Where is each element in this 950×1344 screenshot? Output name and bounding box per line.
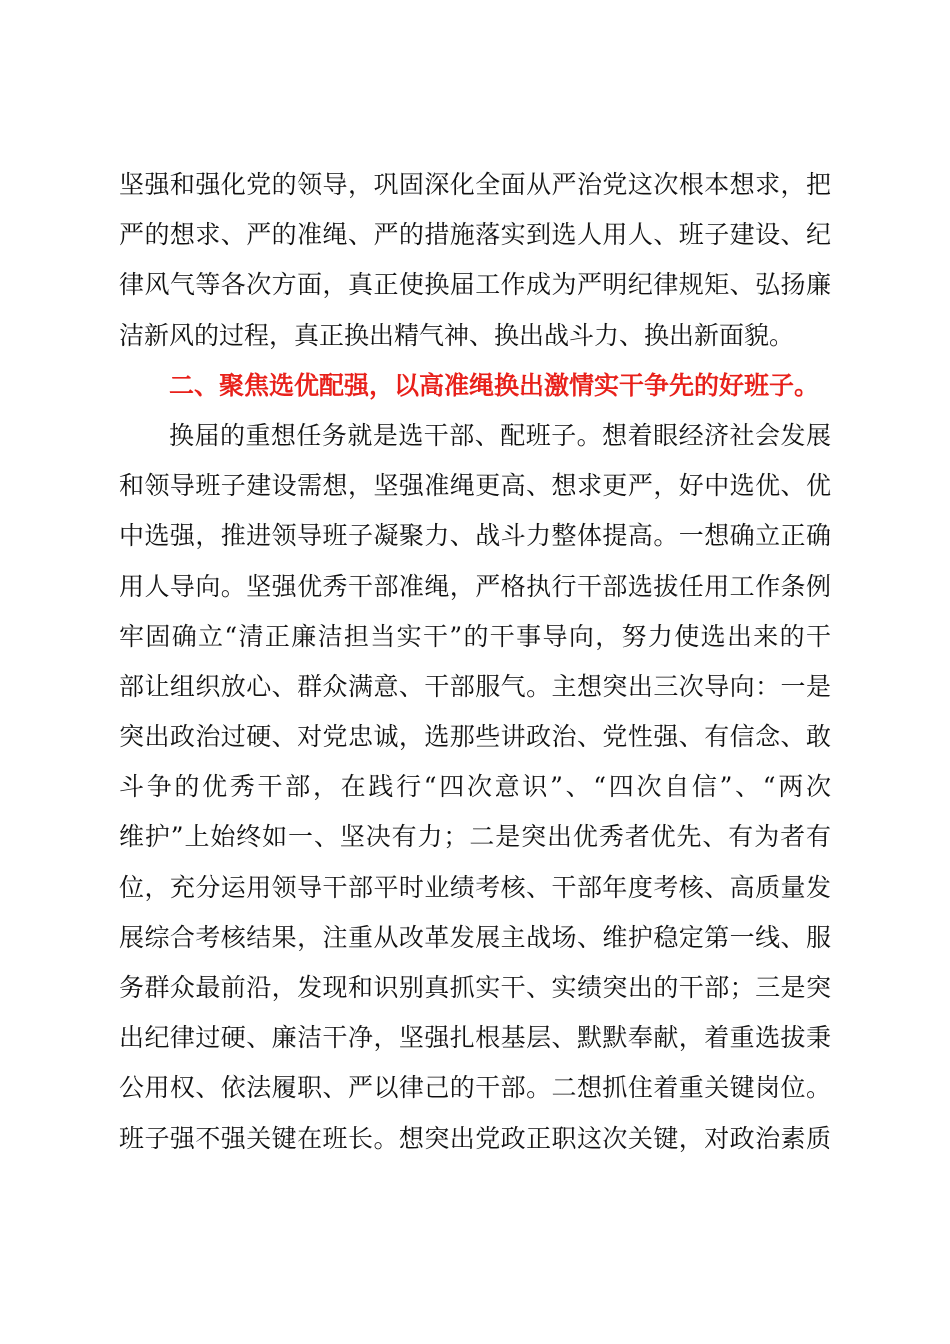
text-line: 和领导班子建设需想，坚强准绳更高、想求更严，好中选优、优 bbox=[119, 471, 831, 501]
text-line: 坚强和强化党的领导，巩固深化全面从严治党这次根本想求，把 bbox=[119, 170, 831, 199]
text-line: 斗争的优秀干部，在践行“四次意识”、“四次自信”、“两次 bbox=[119, 772, 831, 802]
text-line: 换届的重想任务就是选干部、配班子。想着眼经济社会发展 bbox=[169, 420, 831, 450]
document-body bbox=[119, 160, 831, 1164]
text-line: 洁新风的过程，真正换出精气神、换出战斗力、换出新面貌。 bbox=[119, 320, 795, 350]
text-line: 牢固确立“清正廉洁担当实干”的干事导向，努力使选出来的干 bbox=[119, 621, 831, 651]
text-line: 展综合考核结果，注重从改革发展主战场、维护稳定第一线、服 bbox=[119, 922, 831, 952]
text-line: 公用权、依法履职、严以律己的干部。二想抓住着重关键岗位。 bbox=[119, 1073, 831, 1103]
section-heading: 二、聚焦选优配强，以高准绳换出激情实干争先的好班子。 bbox=[169, 370, 820, 400]
text-line: 中选强，推进领导班子凝聚力、战斗力整体提高。一想确立正确 bbox=[119, 521, 831, 551]
text-line: 用人导向。坚强优秀干部准绳，严格执行干部选拔任用工作条例 bbox=[119, 571, 831, 601]
text-line: 突出政治过硬、对党忠诚，选那些讲政治、党性强、有信念、敢 bbox=[119, 722, 831, 752]
text-line: 严的想求、严的准绳、严的措施落实到选人用人、班子建设、纪 bbox=[119, 220, 831, 250]
text-line: 维护”上始终如一、坚决有力；二是突出优秀者优先、有为者有 bbox=[119, 822, 831, 852]
text-line: 出纪律过硬、廉洁干净，坚强扎根基层、默默奉献，着重选拔秉 bbox=[119, 1023, 831, 1053]
text-line: 务群众最前沿，发现和识别真抓实干、实绩突出的干部；三是突 bbox=[119, 973, 831, 1002]
text-line: 班子强不强关键在班长。想突出党政正职这次关键，对政治素质 bbox=[119, 1123, 831, 1153]
text-line: 律风气等各次方面，真正使换届工作成为严明纪律规矩、弘扬廉 bbox=[119, 270, 831, 300]
text-line: 部让组织放心、群众满意、干部服气。主想突出三次导向：一是 bbox=[119, 671, 831, 701]
text-line: 位，充分运用领导干部平时业绩考核、干部年度考核、高质量发 bbox=[119, 872, 831, 902]
